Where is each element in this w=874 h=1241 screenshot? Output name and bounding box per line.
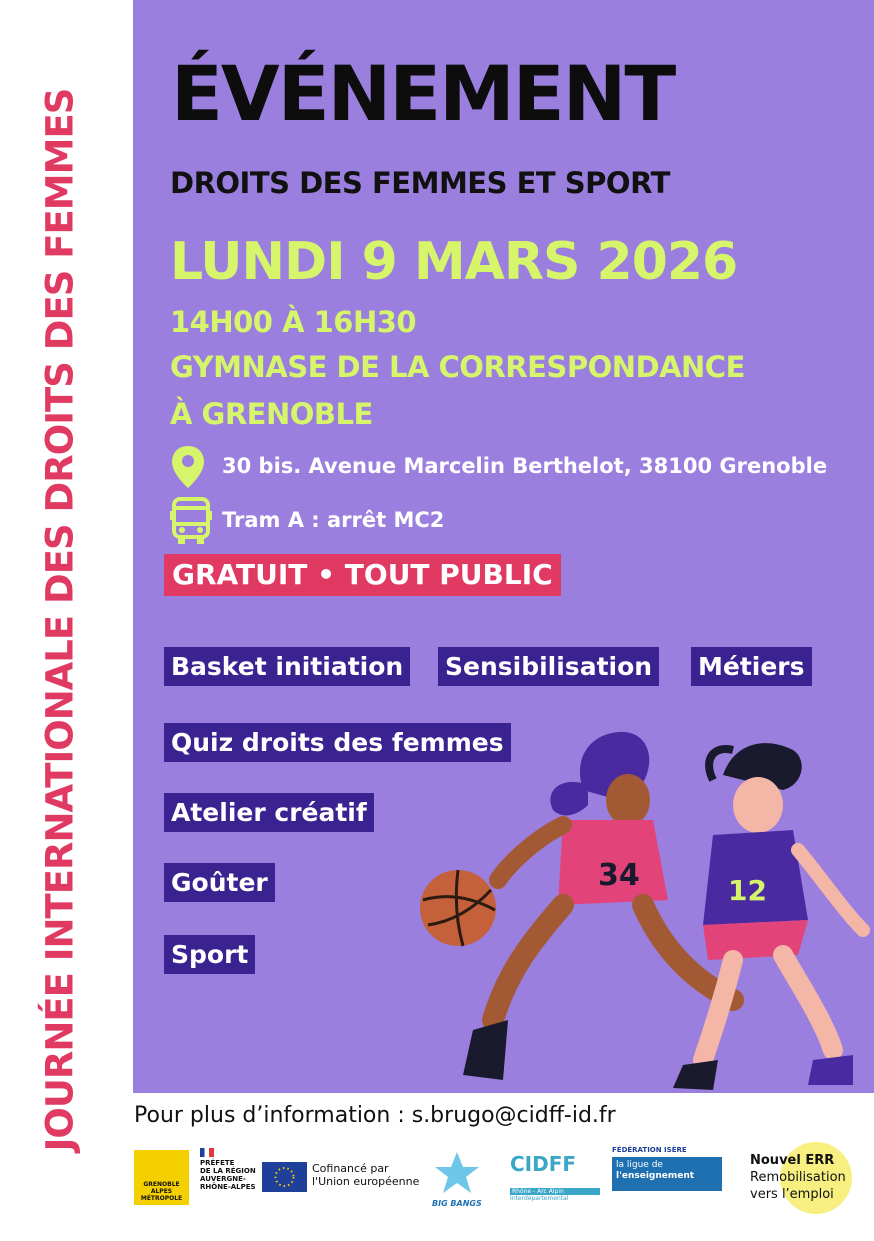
err-line: Nouvel ERR xyxy=(750,1153,835,1168)
event-subtitle: DROITS DES FEMMES ET SPORT xyxy=(170,166,670,200)
svg-text:34: 34 xyxy=(598,858,640,893)
err-logo xyxy=(740,1142,850,1214)
err-line: vers l’emploi xyxy=(750,1187,834,1202)
activity-tag: Sport xyxy=(164,935,255,974)
eu-flag-icon xyxy=(262,1162,307,1192)
ligue-line: l'enseignement xyxy=(616,1171,695,1181)
activity-tag: Atelier créatif xyxy=(164,793,374,832)
event-time: 14H00 À 16H30 xyxy=(170,305,417,339)
eu-stars-icon xyxy=(262,1162,307,1192)
ligue-box xyxy=(612,1157,722,1191)
price-badge: GRATUIT • TOUT PUBLIC xyxy=(164,554,561,596)
activity-tag: Goûter xyxy=(164,863,275,902)
event-address: 30 bis. Avenue Marcelin Berthelot, 38100 Grenoble xyxy=(222,454,828,478)
grenoble-logo-text: GRENOBLE ALPES MÉTROPOLE xyxy=(140,1181,183,1202)
contact-info: Pour plus d’information : s.brugo@cidff-id.fr xyxy=(134,1103,616,1128)
event-city: À GRENOBLE xyxy=(170,397,373,431)
cidff-logo xyxy=(510,1152,600,1202)
side-title-text: JOURNÉE INTERNATIONALE DES DROITS DES FEMMES xyxy=(38,88,82,1152)
eu-text-line: l'Union européenne xyxy=(312,1175,420,1188)
ligue-top-text: FÉDÉRATION ISÈRE xyxy=(612,1146,687,1154)
ligue-enseignement-logo xyxy=(612,1146,722,1191)
event-title: ÉVÉNEMENT xyxy=(171,49,675,138)
event-venue: GYMNASE DE LA CORRESPONDANCE xyxy=(170,350,745,384)
event-panel xyxy=(133,0,874,1093)
event-transport: Tram A : arrêt MC2 xyxy=(222,508,445,532)
cidff-text: CIDFF xyxy=(510,1152,577,1176)
activity-tag: Sensibilisation xyxy=(438,647,659,686)
location-pin-icon xyxy=(170,444,206,490)
prefecture-text: DE LA RÉGION xyxy=(200,1167,256,1175)
cidff-sub: Rhône - Arc Alpin xyxy=(510,1188,600,1195)
event-date: LUNDI 9 MARS 2026 xyxy=(170,232,738,292)
eu-text xyxy=(312,1162,419,1188)
big-bangs-text: BIG BANGS xyxy=(432,1199,482,1208)
ligue-line: la ligue de xyxy=(616,1160,663,1170)
side-title xyxy=(30,20,90,1220)
basketball-players-illustration xyxy=(413,730,874,1093)
partner-logos xyxy=(134,1140,874,1220)
star-icon xyxy=(432,1150,482,1195)
grenoble-metropole-logo xyxy=(134,1150,189,1205)
prefecture-text: RHÔNE-ALPES xyxy=(200,1183,256,1191)
svg-text:12: 12 xyxy=(728,874,767,907)
big-bangs-logo xyxy=(432,1150,492,1210)
err-text xyxy=(750,1152,846,1203)
activity-tag: Quiz droits des femmes xyxy=(164,723,511,762)
french-flag-icon xyxy=(200,1148,214,1157)
activity-tag: Métiers xyxy=(691,647,812,686)
prefecture-text: AUVERGNE- xyxy=(200,1175,246,1183)
activity-tag: Basket initiation xyxy=(164,647,410,686)
eu-text-line: Cofinancé par xyxy=(312,1162,389,1175)
prefecture-logo xyxy=(200,1148,260,1191)
bus-icon xyxy=(170,496,212,546)
err-line: Remobilisation xyxy=(750,1170,846,1185)
cidff-sub2: Interdépartemental xyxy=(510,1195,569,1202)
prefecture-text: PRÉFETE xyxy=(200,1159,235,1167)
